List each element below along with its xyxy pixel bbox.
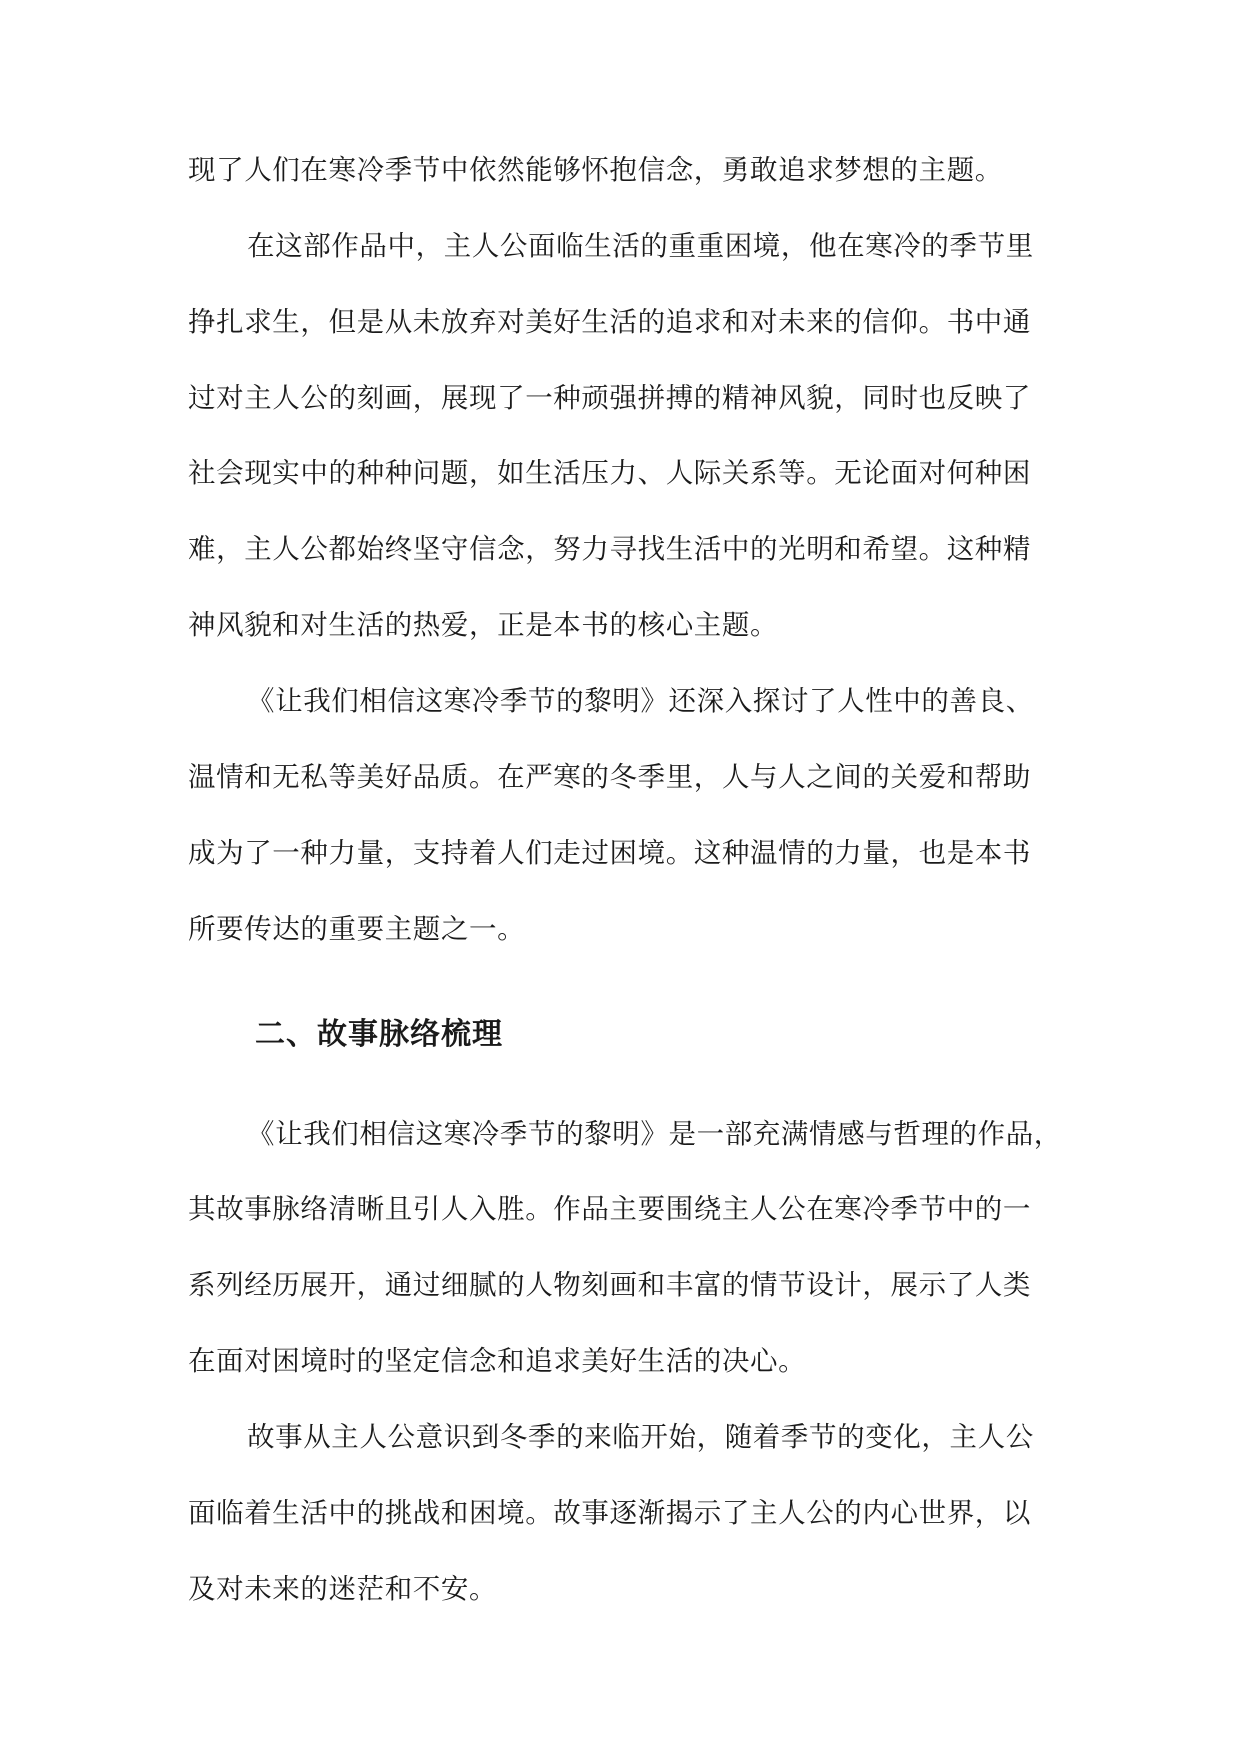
paragraph-line: 系列经历展开，通过细腻的人物刻画和丰富的情节设计，展示了人类 <box>188 1269 1031 1301</box>
paragraph-line: 《让我们相信这寒冷季节的黎明》是一部充满情感与哲理的作品， <box>247 1118 1062 1150</box>
paragraph-line: 故事从主人公意识到冬季的来临开始，随着季节的变化，主人公 <box>247 1421 1034 1453</box>
paragraph-line: 面临着生活中的挑战和困境。故事逐渐揭示了主人公的内心世界，以 <box>188 1497 1031 1529</box>
paragraph-line: 在这部作品中，主人公面临生活的重重困境，他在寒冷的季节里 <box>247 230 1034 262</box>
paragraph-line: 及对未来的迷茫和不安。 <box>188 1573 498 1605</box>
paragraph-line: 社会现实中的种种问题，如生活压力、人际关系等。无论面对何种困 <box>188 457 1031 489</box>
paragraph-line: 所要传达的重要主题之一。 <box>188 913 526 945</box>
paragraph-line: 过对主人公的刻画，展现了一种顽强拼搏的精神风貌，同时也反映了 <box>188 382 1031 414</box>
paragraph-line: 温情和无私等美好品质。在严寒的冬季里，人与人之间的关爱和帮助 <box>188 761 1031 793</box>
paragraph-line: 难，主人公都始终坚守信念，努力寻找生活中的光明和希望。这种精 <box>188 533 1031 565</box>
paragraph-line: 在面对困境时的坚定信念和追求美好生活的决心。 <box>188 1345 807 1377</box>
paragraph-line: 挣扎求生，但是从未放弃对美好生活的追求和对未来的信仰。书中通 <box>188 306 1031 338</box>
section-heading: 二、故事脉络梳理 <box>255 1017 503 1052</box>
paragraph-line: 神风貌和对生活的热爱，正是本书的核心主题。 <box>188 609 779 641</box>
paragraph-line: 其故事脉络清晰且引人入胜。作品主要围绕主人公在寒冷季节中的一 <box>188 1193 1031 1225</box>
paragraph-line: 现了人们在寒冷季节中依然能够怀抱信念，勇敢追求梦想的主题。 <box>188 154 1003 186</box>
paragraph-line: 成为了一种力量，支持着人们走过困境。这种温情的力量，也是本书 <box>188 837 1031 869</box>
paragraph-line: 《让我们相信这寒冷季节的黎明》还深入探讨了人性中的善良、 <box>247 685 1034 717</box>
